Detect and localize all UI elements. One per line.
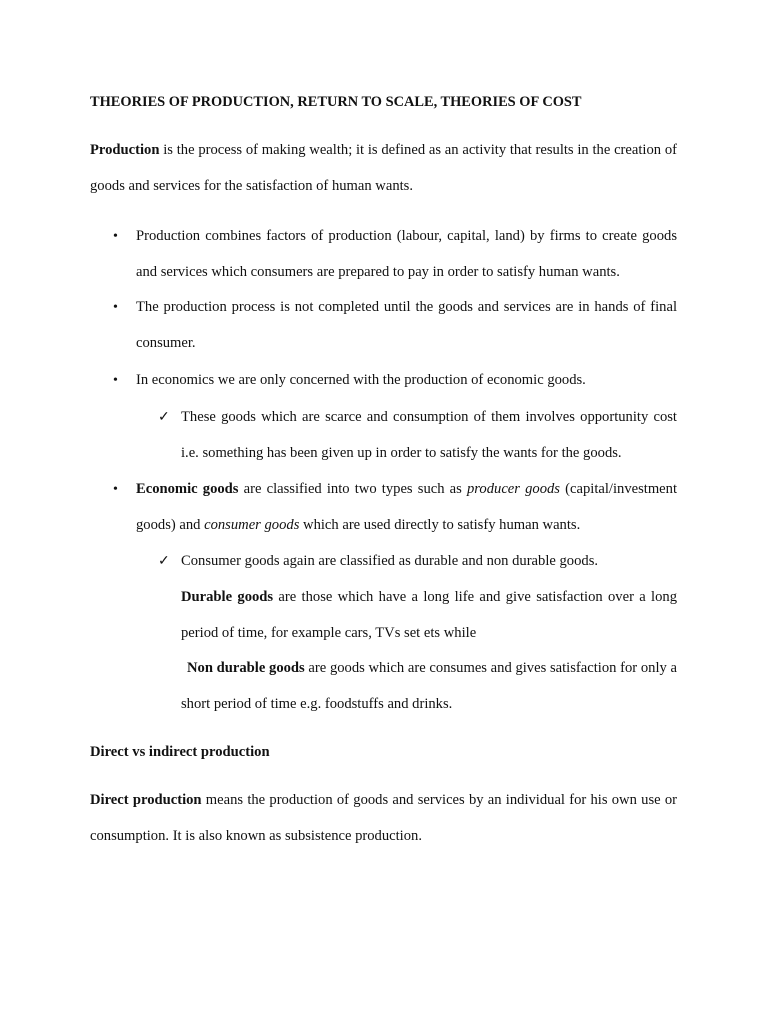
bullet-item-economic-goods: In economics we are only concerned with the production of economic goods. <box>136 372 586 388</box>
durable-goods-paragraph <box>181 580 677 651</box>
checkmark-icon: ✓ <box>158 554 170 569</box>
bullet-icon: • <box>113 229 118 244</box>
nondurable-goods-text: are goods which are consumes and gives satisfaction for only a short period of time e.g. foodstuffs and drinks. <box>181 660 677 712</box>
intro-paragraph <box>90 133 677 204</box>
document-title: THEORIES OF PRODUCTION, RETURN TO SCALE, THEORIES OF COST <box>90 94 582 110</box>
intro-term: Production <box>90 142 160 158</box>
durable-goods-text: are those which have a long life and give satisfaction over a long period of time, for example cars, TVs set ets while <box>181 589 677 641</box>
classification-text: are classified into two types such as <box>238 481 467 497</box>
direct-production-paragraph <box>90 783 677 854</box>
bullet-icon: • <box>113 300 118 315</box>
bullet-item-process: The production process is not completed until the goods and services are in hands of final consumer. <box>136 299 677 351</box>
direct-production-term: Direct production <box>90 792 202 808</box>
direct-production-text: means the production of goods and services by an individual for his own use or consumption. It is also known as subsistence production. <box>90 792 677 844</box>
section-heading: Direct vs indirect production <box>90 744 270 760</box>
producer-goods-term: producer goods <box>467 481 560 497</box>
consumer-goods-term: consumer goods <box>204 516 300 533</box>
classification-text: which are used directly to satisfy human wants. <box>299 516 581 533</box>
nondurable-goods-term: Non durable goods <box>187 660 305 676</box>
check-item-consumer-goods: Consumer goods again are classified as durable and non durable goods. <box>181 553 599 569</box>
classification-text: (capital/investment goods) and <box>136 481 678 533</box>
bullet-item-factors: Production combines factors of production (labour, capital, land) by firms to create goods and services which consumers are prepared to pay in order to satisfy human wants. <box>136 228 677 280</box>
bullet-icon: • <box>113 482 118 497</box>
check-item-scarce-goods: These goods which are scarce and consumption of them involves opportunity cost i.e. something has been given up in order to satisfy the wants for the goods. <box>181 409 677 461</box>
intro-text: is the process of making wealth; it is defined as an activity that results in the creation of goods and services for the satisfaction of human wants. <box>90 142 677 194</box>
bullet-icon: • <box>113 373 118 388</box>
nondurable-goods-paragraph <box>181 651 677 722</box>
bullet-item-classification <box>136 472 677 543</box>
economic-goods-term: Economic goods <box>136 481 239 497</box>
durable-goods-term: Durable goods <box>181 589 274 605</box>
checkmark-icon: ✓ <box>158 410 170 425</box>
